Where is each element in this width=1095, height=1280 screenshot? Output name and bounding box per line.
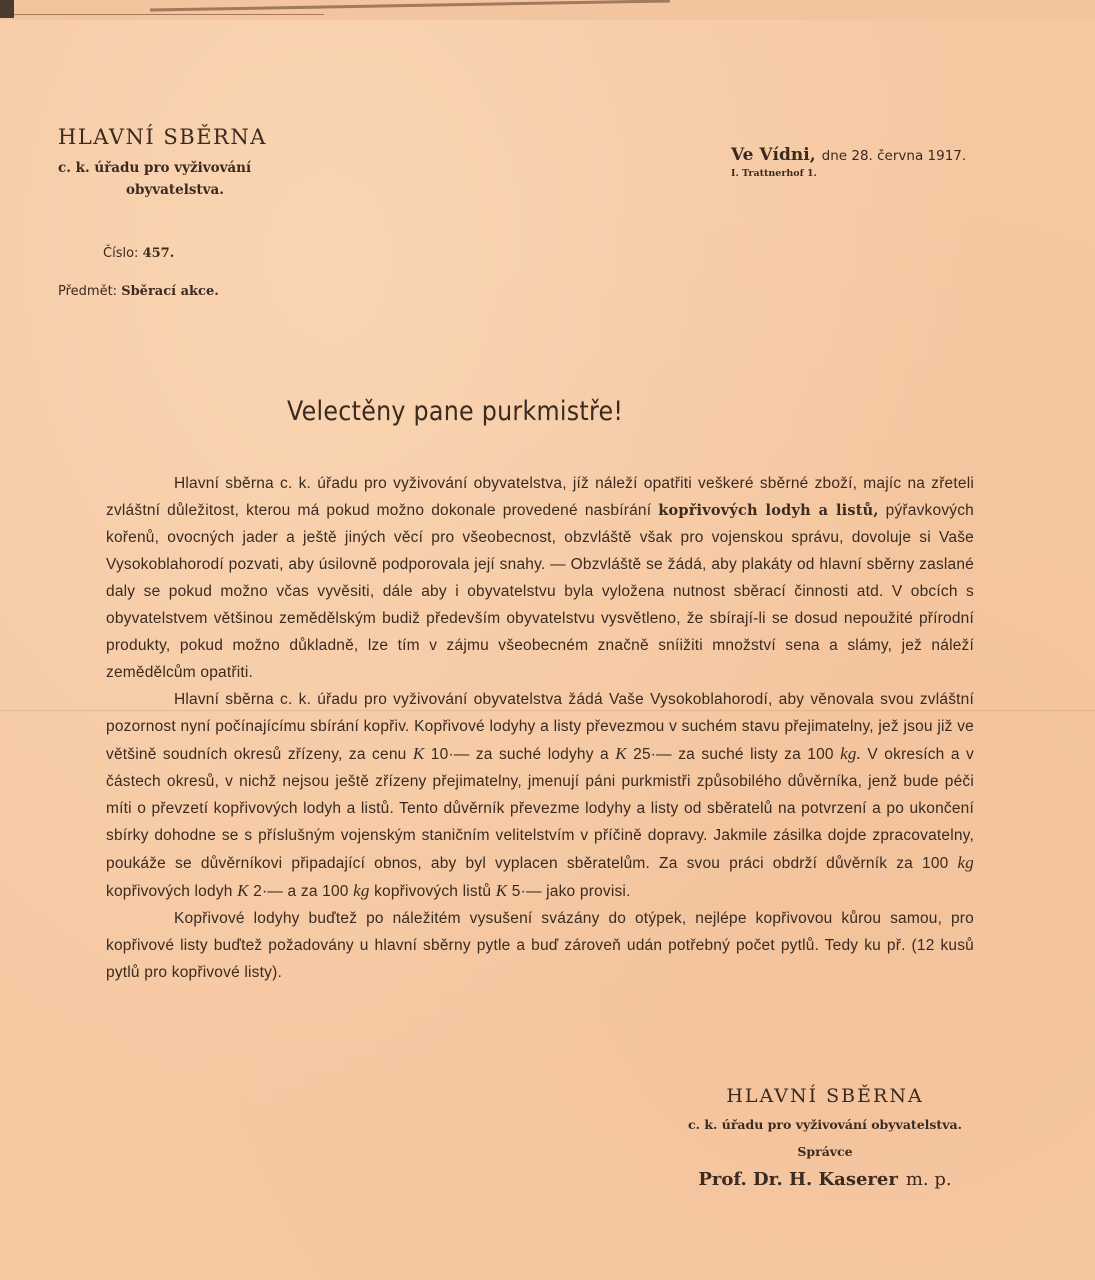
paragraph-2-text-c: 25·— za suché listy za 100 <box>626 746 841 763</box>
currency-k: K <box>237 881 249 900</box>
paragraph-1-bold: kopřivových lodyh a listů, <box>658 502 879 519</box>
subject-line <box>58 284 219 299</box>
closing-org-title: HLAVNÍ SBĚRNA <box>726 1085 924 1107</box>
letter-body <box>106 470 974 986</box>
currency-k: K <box>412 744 425 763</box>
place: Ve Vídni, <box>731 145 816 165</box>
paragraph-3: Kopřivové lodyhy buďtež po náležitém vysušení svázány do otýpek, nejlépe kopřivovou kůrou samou, pro kopřivové listy buďtež požadovány u hlavní sběrny pytle a buď zároveň udán potřebný počet pytlů. Tedy ku př. (12 kusů pytlů pro kopřivové listy). <box>106 910 974 981</box>
reference-number <box>103 246 174 261</box>
salutation: Velectěny pane purkmistře! <box>287 396 624 427</box>
paragraph-2-text-d: V okresích a v částech okresů, v nichž nejsou ještě zřízeny přejimatelny, jmenují páni purkmistři způsobilého důvěrníka, jenž bude péči míti o převzetí kopřivových lodyh a listů. Tento důvěrník převezme lodyhy a listy od sběratelů na potvrzení a po ukončení sbírky dohodne se s příslušným vojenským staničním velitelstvím v příčině dopravy. Jakmile zásilka dojde zpracovatelny, poukáže se důvěrníkovi připadající obnos, aby byl vyplacen sběratelům. Za svou práci obdrží důvěrník za 100 <box>106 746 974 872</box>
signatory-mp: m. p. <box>905 1169 952 1190</box>
org-subtitle-line-1: c. k. úřadu pro vyživování <box>58 160 252 176</box>
number-value: 457. <box>142 246 175 261</box>
org-subtitle <box>58 157 318 201</box>
signature-block <box>660 1085 990 1190</box>
paragraph-1-text-a: Hlavní sběrna c. k. úřadu pro vyživování obyvatelstva, jíž náleží opatřiti veškeré sběrné zboží, majíc na zřeteli zvláštní důležitost, kterou má pokud možno dokonale provedené nasbírání <box>106 475 974 519</box>
currency-k: K <box>615 744 627 763</box>
paragraph-2-text-h: 5·— jako provisi. <box>507 883 631 900</box>
signatory <box>660 1169 990 1190</box>
subject-label: Předmět: <box>58 284 118 299</box>
edge-line <box>14 14 324 15</box>
number-label: Číslo: <box>103 246 139 261</box>
tear-mark <box>150 0 670 12</box>
paragraph-2 <box>106 686 974 905</box>
signatory-role: Správce <box>797 1144 853 1159</box>
unit-kg: kg <box>353 881 370 900</box>
paragraph-1-text-b: pýřavkových kořenů, ovocných jader a ještě jiných věcí pro všeobecnost, obzvláště však pro vojenskou správu, dovoluje si Vaše Vysokoblahorodí pozvati, aby úsilovně podporovala její snahy. — Obzvláště se žádá, aby plakáty od hlavní sběrny zaslané daly se pokud možno včas vyvěsiti, dále aby i obyvatelstvu byla vyložena nutnost sběrací činnosti atd. V obcích s obyvatelstvem většinou zemědělským budiž především obyvatelstvu vysvětleno, že sbírají-li se dosud nepoužité přírodní produkty, pokud možno důkladně, lze tím v zájmu všeobecném značně sníižiti množství sena a slámy, jež náleží zemědělcům opatřiti. <box>106 502 974 681</box>
paragraph-2-text-g: kopřivových listů <box>369 883 496 900</box>
place-and-date <box>731 145 966 179</box>
paragraph-1 <box>106 470 974 686</box>
torn-top-edge <box>0 0 1095 20</box>
paragraph-2-text-a: Hlavní sběrna c. k. úřadu pro vyživování obyvatelstva žádá Vaše Vysokoblahorodí, aby věnovala svou zvláštní pozornost nyní počínajícímu sbírání kopřiv. Kopřivové lodyhy a listy převezmou v suchém stavu přejimatelny, jež jsou již ve většině soudních okresů zřízeny, za cenu <box>106 691 974 763</box>
paragraph-2-text-e: kopřivových lodyh <box>106 883 238 900</box>
date: dne 28. června 1917. <box>821 148 967 164</box>
address: I. Trattnerhof 1. <box>731 168 817 179</box>
paragraph-2-text-f: 2·— a za 100 <box>248 883 354 900</box>
unit-kg: kg <box>957 853 974 872</box>
paragraph-2-text-b: 10·— za suché lodyhy a <box>424 746 616 763</box>
org-subtitle-line-2: obyvatelstva. <box>126 182 224 198</box>
currency-k: K <box>495 881 508 900</box>
page-corner-shadow <box>0 0 14 18</box>
letterhead <box>58 125 318 201</box>
org-title: HLAVNÍ SBĚRNA <box>58 125 267 149</box>
subject-value: Sběrací akce. <box>121 284 219 299</box>
closing-org-subtitle: c. k. úřadu pro vyživování obyvatelstva. <box>688 1117 962 1132</box>
signatory-name: Prof. Dr. H. Kaserer <box>698 1169 898 1190</box>
unit-kg: kg. <box>840 744 862 763</box>
